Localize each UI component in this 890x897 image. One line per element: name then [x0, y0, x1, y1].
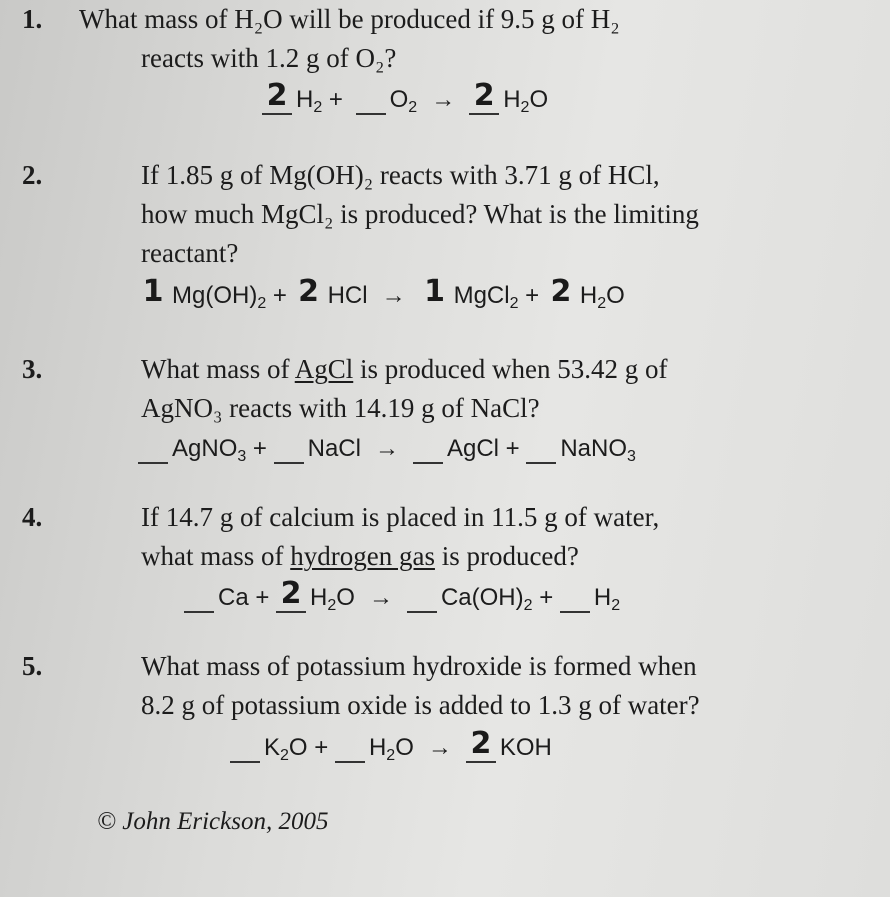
underlined-term: hydrogen gas [290, 541, 435, 571]
coef-1-3[interactable]: 2 [469, 87, 499, 115]
problem-2-line-1: 2. If 1.85 g of Mg(OH)₂ reacts with 3.71 g of HCl, [22, 160, 660, 190]
coef-4-4[interactable] [560, 585, 590, 613]
problem-2-line-3: reactant? [141, 238, 239, 268]
problem-3-line-2: AgNO₃ reacts with 14.19 g of NaCl? [141, 393, 540, 423]
problem-4-line-1: 4. If 14.7 g of calcium is placed in 11.5 g of water, [22, 502, 660, 532]
coef-4-1[interactable] [184, 585, 214, 613]
coef-5-3[interactable]: 2 [466, 735, 496, 763]
coef-3-4[interactable] [526, 436, 556, 464]
coef-2-2[interactable]: 2 [298, 274, 320, 309]
problem-5-line-1: 5. What mass of potassium hydroxide is formed when [22, 651, 697, 681]
coef-2-3[interactable]: 1 [424, 274, 446, 309]
coef-2-1[interactable]: 1 [142, 274, 164, 309]
coef-3-2[interactable] [274, 436, 304, 464]
problem-1-line-2: reacts with 1.2 g of O₂? [141, 43, 397, 73]
copyright-notice: © John Erickson, 2005 [97, 808, 329, 835]
equation-5: $K_2O + H_2O \to 2$ KOH [230, 733, 552, 763]
problem-3-line-1: 3. What mass of AgCl is produced when 53.42 g of [22, 354, 668, 384]
coef-5-2[interactable] [335, 735, 365, 763]
coef-3-3[interactable] [413, 436, 443, 464]
coef-4-2[interactable]: 2 [276, 585, 306, 613]
problem-5-line-2: 8.2 g of potassium oxide is added to 1.3 g of water? [141, 690, 700, 720]
problem-2-line-2: how much MgCl₂ is produced? What is the limiting [141, 199, 699, 229]
underlined-term: AgCl [294, 354, 354, 384]
coef-1-1[interactable]: 2 [262, 87, 292, 115]
problem-1-line-1: 1. What mass of H₂O will be produced if 9.5 g of H₂ [22, 4, 620, 34]
equation-3: AgNO$_3$ + NaCl → AgCl + NaNO$_3$ [138, 434, 636, 464]
equation-4: Ca + 2 $H_2O \to Ca(OH)_2 + H_2$ [184, 583, 620, 613]
equation-1: 2 $H_2 + O_2 \to 2$ $H_2O$ [262, 85, 548, 115]
coef-3-1[interactable] [138, 436, 168, 464]
problem-1-text-1: What mass of H₂O will be produced if 9.5 g of H₂ [79, 4, 620, 34]
problem-4-line-2: what mass of hydrogen gas is produced? [141, 541, 579, 571]
coef-5-1[interactable] [230, 735, 260, 763]
coef-4-3[interactable] [407, 585, 437, 613]
equation-2: 1 $Mg(OH)_2 + 2$ HCl → 1 MgCl$_2$ + 2 $H_2O$ [138, 281, 625, 311]
coef-2-4[interactable]: 2 [550, 274, 572, 309]
coef-1-2[interactable] [356, 87, 386, 115]
